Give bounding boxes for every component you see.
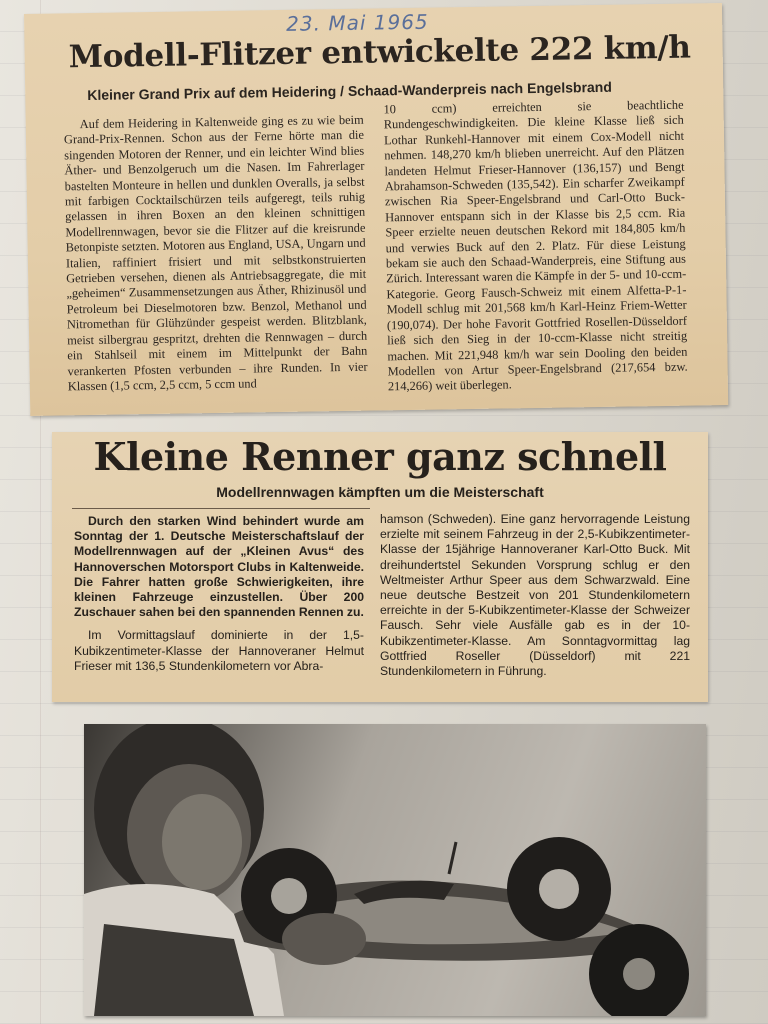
clipping2-column-right: hamson (Schweden). Eine ganz hervorragende Leistung erzielte mit seinem Fahrzeug in der 2,5-Kubikzentimeter-Klasse der 15jährige Hannoveraner Karl-Otto Buck. Mit dreihundertstel Sekunden Vorsprung schlug er den Weltmeister Arthur Speer aus dem Schwarzwald. Eine neue deutsche Bestzeit von 201 Stundenkilometern erreichte in der 5-Kubikzentimeter-Klasse der Schweizer Fausch. Sehr viele Ausfälle gab es in der 10-Kubikzentimeter-Klasse. Am Sonntagvormittag lag Gottfried Roseller (Düsseldorf) mit 221 Stundenkilometern in Führung. xyxy=(380,512,690,679)
clipping2-paragraph: Im Vormittagslauf dominierte in der 1,5-Kubikzentimeter-Klasse der Hannoveraner Helmut Frieser mit 136,5 Stundenkilometern vor Abra- xyxy=(74,628,364,673)
clipping1-column-left: Auf dem Heidering in Kaltenweide ging es zu wie beim Grand-Prix-Rennen. Schon aus der Ferne hörte man die singenden Motoren der Renner, und ein leichter Wind blies Äther- und Benzolgeruch um die Nasen. Im Fahrerlager bastelten Monteure in hellen und dunklen Overalls, ja selbst mit farbigen Cocktailschürzen teils aufgeregt, teils ruhig gelassen in ihren Boxen an den kleinen schnittigen Modellrennwagen, bevor sie die Flitzer auf die kreisrunde Betonpiste setzten. Motoren aus England, USA, Ungarn und Italien, raffiniert frisiert und mit selbstkonstruierten Getrieben versehen, dienen als Antriebsaggregate, die mit „geheimen“ Zusammensetzungen aus Äther, Rhizinusöl und Petroleum bei Dieselmotoren bzw. Benzol, Methanol und Nitromethan für Glühzünder gespeist werden. Blitzblank, meist silbergrau gespritzt, drehten die Rennwagen – durch ein Stahlseil mit einem im Mittelpunkt der Bahn verankerten Pfosten verbunden – ihre Runden. In vier Klassen (1,5 ccm, 2,5 ccm, 5 ccm und xyxy=(63,112,368,394)
clipping1-subhead: Kleiner Grand Prix auf dem Heidering / Schaad-Wanderpreis nach Engelsbrand xyxy=(87,78,612,104)
newspaper-clipping-2 xyxy=(52,432,708,702)
clipping1-headline: Modell-Flitzer entwickelte 222 km/h xyxy=(68,29,691,76)
clipping2-subhead: Modellrennwagen kämpften um die Meisterschaft xyxy=(216,484,544,500)
clipping2-lead: Durch den starken Wind behindert wurde am Sonntag der 1. Deutsche Meisterschaftslauf der Modellrennwagen auf der „Kleinen Avus“ des Hannoverschen Motorsport Clubs in Kaltenweide. Die Fahrer hatten große Schwierigkeiten, ihre kleinen Fahrzeuge einzustellen. Über 200 Zuschauer sahen bei den spannenden Rennen zu. xyxy=(74,514,364,620)
photo-man-with-model-car xyxy=(84,724,706,1016)
clipping2-column-left xyxy=(74,514,364,674)
photo-illustration xyxy=(84,724,706,1016)
newspaper-clipping-1 xyxy=(24,3,728,416)
clipping2-headline: Kleine Renner ganz schnell xyxy=(93,434,667,479)
clipping2-rule xyxy=(72,508,370,509)
handwritten-date: 23. Mai 1965 xyxy=(285,9,429,36)
clipping1-column-right: 10 ccm) erreichten sie beachtliche Rundengeschwindigkeiten. Die kleine Klasse ließ sich Lothar Runkehl-Hannover mit einem Cox-Modell nicht nehmen. 148,270 km/h blieben unerreicht. Auf den Plätzen landeten Helmut Frieser-Hannover (136,157) und Bengt Abrahamson-Schweden (135,542). Ein scharfer Zweikampf zwischen Ria Speer-Engelsbrand und Carl-Otto Buck-Hannover entspann sich in der Klasse bis 2,5 ccm. Ria Speer erzielte neuen deutschen Rekord mit 184,805 km/h und verwies Buck auf den 2. Platz. Für diese Leistung bekam sie auch den Schaad-Wanderpreis, eine Stiftung aus Zürich. Interessant waren die Kämpfe in der 5- und 10-ccm-Kategorie. Georg Fausch-Schweiz mit einem Alfetta-P-1-Modell schlug mit 201,568 km/h Karl-Heinz Friem-Wetter (190,074). Der hohe Favorit Gottfried Rosellen-Düsseldorf ließ sich den Sieg in der 10-ccm-Klasse nicht streitig machen. Mit 221,948 km/h war sein Dooling den beiden Modellen von Artur Speer-Engelsbrand (217,654 bzw. 214,266) weit überlegen. xyxy=(383,97,688,394)
